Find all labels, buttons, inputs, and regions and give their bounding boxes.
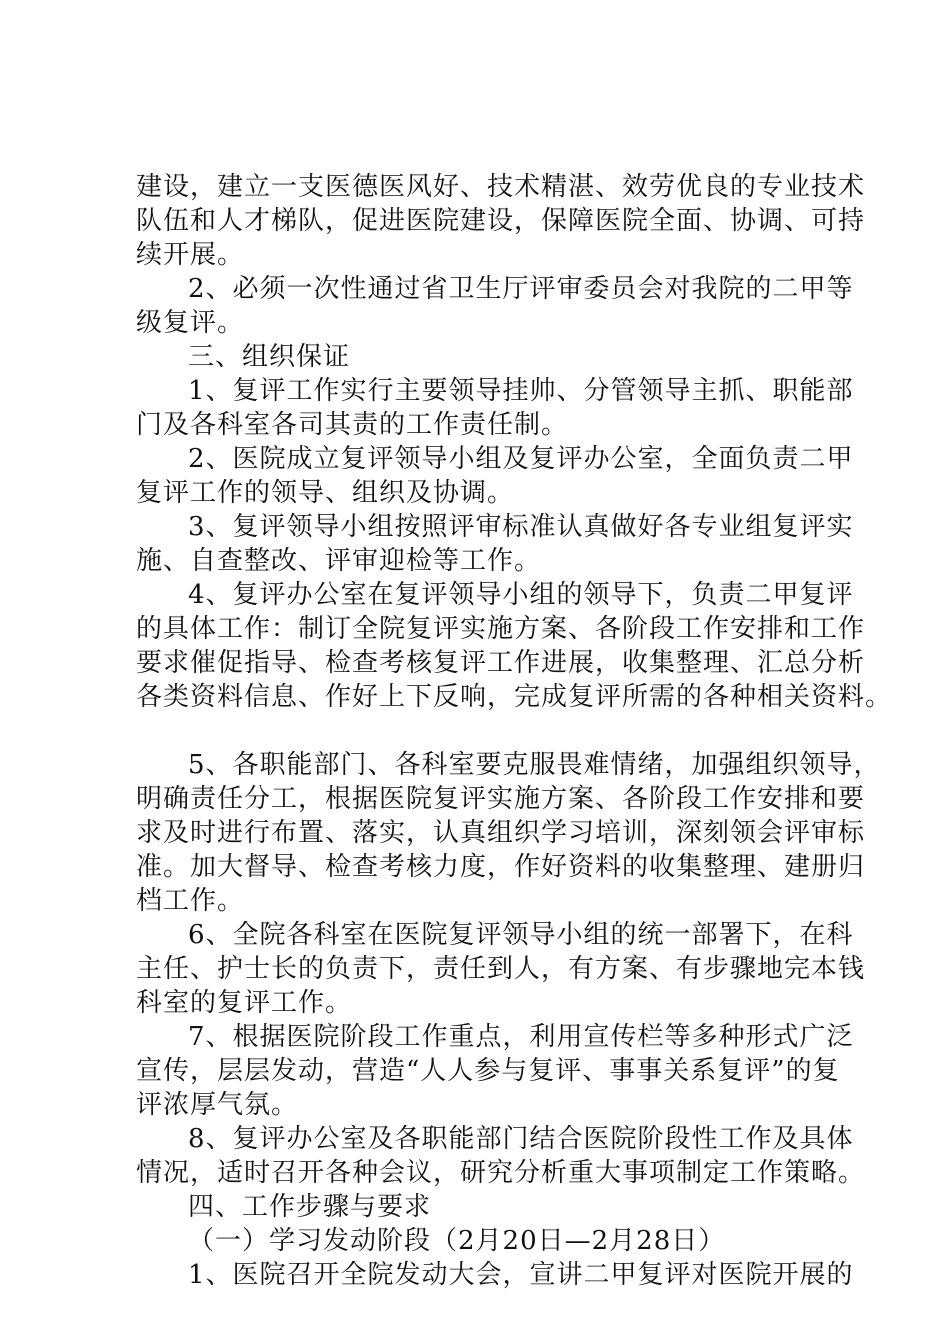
text-line: 评浓厚气氛。 (136, 1090, 299, 1120)
paragraph-start: 2、医院成立复评领导小组及复评办公室，全面负责二甲 (188, 444, 854, 474)
text-line: 求及时进行布置、落实，认真组织学习培训，深刻领会评审标 (136, 818, 866, 848)
text-line: 明确责任分工，根据医院复评实施方案、各阶段工作安排和要 (136, 784, 866, 814)
text-line: 建设，建立一支医德医风好、技术精湛、效劳优良的专业技术 (136, 172, 866, 202)
paragraph-start: 4、复评办公室在复评领导小组的领导下，负责二甲复评 (188, 580, 854, 610)
section-heading: 三、组织保证 (188, 342, 351, 372)
paragraph-start: 7、根据医院阶段工作重点，利用宣传栏等多种形式广泛 (188, 1022, 854, 1052)
text-line: 级复评。 (136, 308, 245, 338)
text-line: 各类资料信息、作好上下反响，完成复评所需的各种相关资料。 (136, 682, 893, 712)
text-line: 档工作。 (136, 886, 245, 916)
text-line: 情况，适时召开各种会议，研究分析重大事项制定工作策略。 (136, 1158, 866, 1188)
paragraph-start: 1、复评工作实行主要领导挂帅、分管领导主抓、职能部 (188, 376, 854, 406)
paragraph-start: 2、必须一次性通过省卫生厅评审委员会对我院的二甲等 (188, 274, 854, 304)
text-line: 宣传，层层发动，营造“人人参与复评、事事关系复评”的复 (136, 1056, 840, 1086)
paragraph-start: 5、各职能部门、各科室要克服畏难情绪，加强组织领导， (188, 750, 881, 780)
text-line: 续开展。 (136, 240, 245, 270)
subsection-heading: （一）学习发动阶段（2月20日—2月28日） (188, 1226, 726, 1256)
text-line: 复评工作的领导、组织及协调。 (136, 478, 515, 508)
blank-line (136, 714, 840, 748)
text-line: 要求催促指导、检查考核复评工作进展，收集整理、汇总分析 (136, 648, 866, 678)
text-line: 的具体工作：制订全院复评实施方案、各阶段工作安排和工作 (136, 614, 866, 644)
paragraph-start: 3、复评领导小组按照评审标准认真做好各专业组复评实 (188, 512, 854, 542)
text-line: 准。加大督导、检查考核力度，作好资料的收集整理、建册归 (136, 852, 866, 882)
text-line: 主任、护士长的负责下，责任到人，有方案、有步骤地完本钱 (136, 954, 866, 984)
text-line: 门及各科室各司其责的工作责任制。 (136, 410, 569, 440)
text-line: 施、自查整改、评审迎检等工作。 (136, 546, 542, 576)
section-heading: 四、工作步骤与要求 (188, 1192, 432, 1222)
document-body (136, 170, 893, 1292)
paragraph-start: 1、医院召开全院发动大会，宣讲二甲复评对医院开展的 (188, 1260, 854, 1290)
paragraph-start: 8、复评办公室及各职能部门结合医院阶段性工作及具体 (188, 1124, 854, 1154)
text-line: 队伍和人才梯队，促进医院建设，保障医院全面、协调、可持 (136, 206, 866, 236)
paragraph-start: 6、全院各科室在医院复评领导小组的统一部署下，在科 (188, 920, 854, 950)
text-line: 科室的复评工作。 (136, 988, 353, 1018)
